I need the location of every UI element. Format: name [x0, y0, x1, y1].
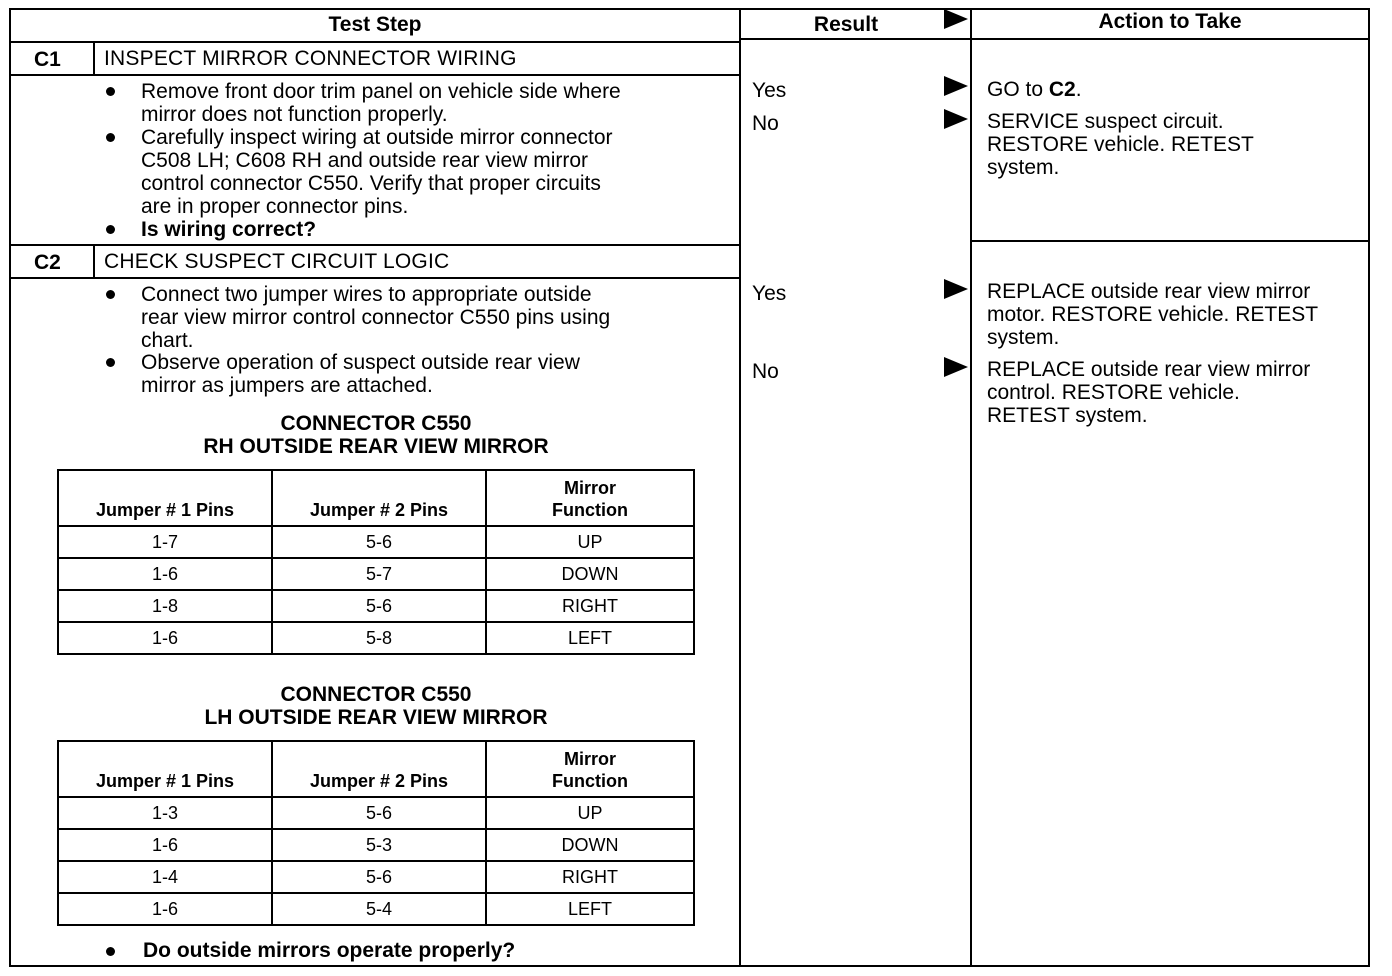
c1-result-no: No [752, 112, 779, 135]
table-cell: LEFT [486, 622, 694, 654]
header-divider [9, 41, 741, 43]
table-left-border [9, 8, 11, 967]
lh-pin-table [57, 740, 695, 926]
header-test-step: Test Step [328, 13, 422, 36]
c1-yes-arrow-icon [944, 76, 968, 96]
rh-table-title-line1: CONNECTOR C550 [280, 412, 472, 435]
table-cell: DOWN [486, 829, 694, 861]
column-header: Jumper # 2 Pins [272, 741, 486, 797]
c1-bullet-2: Carefully inspect wiring at outside mirror connector C508 LH; C608 RH and outside rear view mirror control connector C550. Verify that proper circuits are in proper connector pins. [141, 126, 613, 218]
table-cell: 1-8 [58, 590, 272, 622]
table-cell: RIGHT [486, 861, 694, 893]
table-cell: 5-7 [272, 558, 486, 590]
table-row [58, 622, 694, 654]
column-header: Mirror Function [486, 741, 694, 797]
header-result: Result [813, 13, 879, 36]
c2-yes-arrow-icon [944, 279, 968, 299]
c2-bullet-2: Observe operation of suspect outside rear view mirror as jumpers are attached. [141, 351, 580, 397]
bullet-icon [106, 290, 115, 299]
table-row [58, 797, 694, 829]
c2-action-yes: REPLACE outside rear view mirror motor. RESTORE vehicle. RETEST system. [987, 280, 1319, 349]
lh-table-title-line1: CONNECTOR C550 [280, 683, 472, 706]
table-cell: 5-6 [272, 526, 486, 558]
c2-bullet-1: Connect two jumper wires to appropriate outside rear view mirror control connector C550 pins using chart. [141, 283, 611, 352]
bullet-icon [106, 947, 115, 956]
bullet-icon [106, 87, 115, 96]
c2-result-yes: Yes [752, 282, 787, 305]
rh-table-title-line2: RH OUTSIDE REAR VIEW MIRROR [203, 435, 549, 458]
table-cell: DOWN [486, 558, 694, 590]
table-right-border [1368, 8, 1370, 967]
table-cell: UP [486, 797, 694, 829]
table-cell: 5-8 [272, 622, 486, 654]
table-row [58, 861, 694, 893]
table-cell: RIGHT [486, 590, 694, 622]
table-header-row [58, 470, 694, 526]
table-row [58, 893, 694, 925]
step-title-c1: INSPECT MIRROR CONNECTOR WIRING [104, 47, 517, 70]
c2-title-divider [9, 277, 741, 279]
rh-table-title [58, 412, 694, 458]
table-cell: 1-6 [58, 558, 272, 590]
c1-action-yes-target: C2 [1048, 78, 1076, 101]
c1-no-arrow-icon [944, 109, 968, 129]
table-cell: 1-6 [58, 893, 272, 925]
c1-result-yes: Yes [752, 79, 787, 102]
column-header: Jumper # 2 Pins [272, 470, 486, 526]
table-cell: 1-6 [58, 622, 272, 654]
bullet-icon [106, 358, 115, 367]
c1-action-yes-prefix: GO to [987, 78, 1049, 101]
lh-table-title-line2: LH OUTSIDE REAR VIEW MIRROR [204, 706, 548, 729]
table-cell: LEFT [486, 893, 694, 925]
header-action: Action to Take [1098, 10, 1242, 33]
c2-id-divider [93, 244, 95, 279]
table-bottom-border [9, 965, 1370, 967]
table-cell: 5-6 [272, 861, 486, 893]
table-header-row [58, 741, 694, 797]
c1-id-divider [93, 41, 95, 76]
column-divider-action [970, 8, 972, 967]
step-title-c2: CHECK SUSPECT CIRCUIT LOGIC [104, 250, 450, 273]
step-id-c1: C1 [34, 48, 61, 71]
table-cell: 5-6 [272, 797, 486, 829]
c2-result-no: No [752, 360, 779, 383]
lh-table-title [58, 683, 694, 729]
table-cell: 1-6 [58, 829, 272, 861]
bullet-icon [106, 225, 115, 234]
step-id-c2: C2 [34, 251, 61, 274]
c2-no-arrow-icon [944, 357, 968, 377]
table-cell: 5-3 [272, 829, 486, 861]
table-row [58, 590, 694, 622]
c2-question: Do outside mirrors operate properly? [143, 939, 516, 962]
c1-bullet-1: Remove front door trim panel on vehicle side where mirror does not function properly. [141, 80, 621, 126]
table-row [58, 558, 694, 590]
c1-c2-divider-right [970, 240, 1370, 242]
bullet-icon [106, 133, 115, 142]
table-row [58, 526, 694, 558]
c1-action-yes [987, 78, 1082, 101]
table-cell: 5-4 [272, 893, 486, 925]
column-divider-result [739, 8, 741, 967]
c1-action-no: SERVICE suspect circuit. RESTORE vehicle. RETEST system. [987, 110, 1254, 179]
c1-question: Is wiring correct? [141, 218, 317, 241]
column-header: Mirror Function [486, 470, 694, 526]
table-cell: 1-7 [58, 526, 272, 558]
table-row [58, 829, 694, 861]
header-divider-right [739, 38, 1370, 40]
rh-pin-table [57, 469, 695, 655]
c1-title-divider [9, 74, 741, 76]
column-header: Jumper # 1 Pins [58, 741, 272, 797]
c2-action-no: REPLACE outside rear view mirror control. RESTORE vehicle. RETEST system. [987, 358, 1311, 427]
table-cell: UP [486, 526, 694, 558]
column-header: Jumper # 1 Pins [58, 470, 272, 526]
header-arrow-icon [944, 9, 968, 29]
c1-action-yes-suffix: . [1075, 78, 1082, 101]
table-cell: 5-6 [272, 590, 486, 622]
table-cell: 1-4 [58, 861, 272, 893]
c1-c2-divider [9, 244, 741, 246]
table-cell: 1-3 [58, 797, 272, 829]
